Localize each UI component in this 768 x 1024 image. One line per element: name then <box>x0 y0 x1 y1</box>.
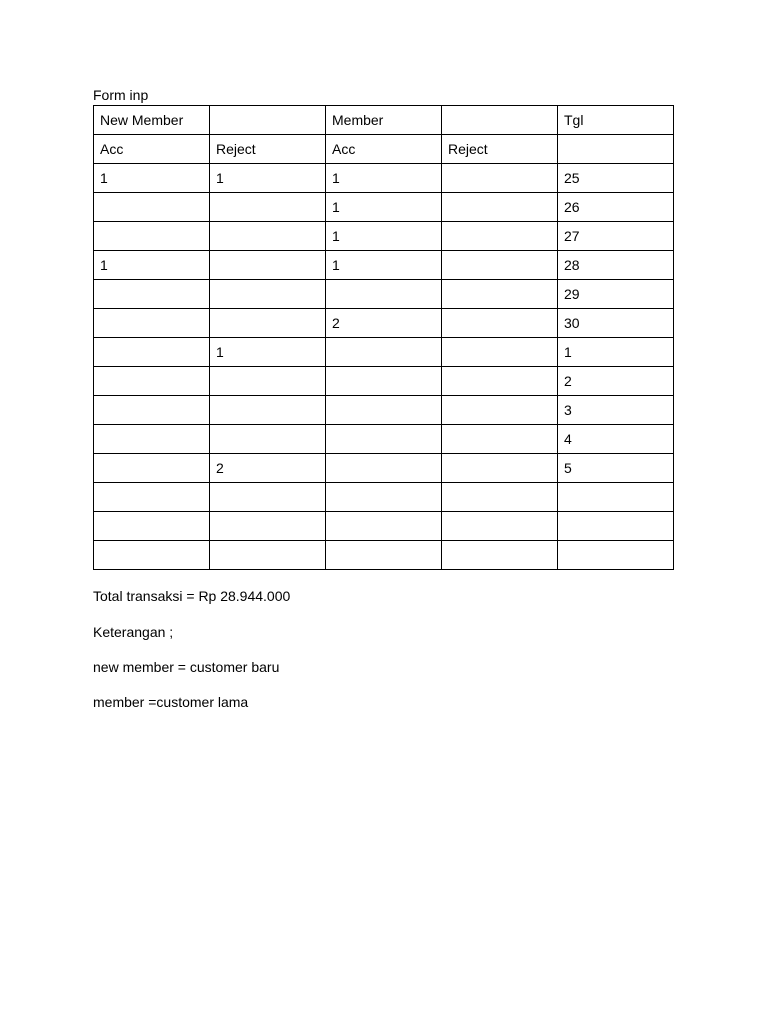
cell-new-member-reject <box>210 541 326 570</box>
cell-new-member-acc <box>94 425 210 454</box>
cell-member-acc <box>326 338 442 367</box>
cell-member-acc <box>326 512 442 541</box>
cell-new-member-reject <box>210 396 326 425</box>
table-row <box>94 338 674 367</box>
header-tgl: Tgl <box>558 106 674 135</box>
cell-member-reject <box>442 251 558 280</box>
cell-new-member-acc <box>94 309 210 338</box>
cell-member-reject <box>442 396 558 425</box>
cell-tgl <box>558 483 674 512</box>
cell-member-acc: 1 <box>326 222 442 251</box>
cell-member-reject <box>442 164 558 193</box>
subheader-new-member-reject: Reject <box>210 135 326 164</box>
keterangan-heading: Keterangan ; <box>93 624 174 640</box>
cell-member-reject <box>442 367 558 396</box>
cell-member-acc: 1 <box>326 164 442 193</box>
header-member: Member <box>326 106 442 135</box>
note-new-member: new member = customer baru <box>93 659 280 675</box>
cell-member-reject <box>442 338 558 367</box>
cell-new-member-acc <box>94 512 210 541</box>
subheader-new-member-acc: Acc <box>94 135 210 164</box>
cell-new-member-reject <box>210 193 326 222</box>
cell-new-member-acc <box>94 367 210 396</box>
table-row <box>94 483 674 512</box>
cell-new-member-acc <box>94 338 210 367</box>
table-row <box>94 367 674 396</box>
cell-member-reject <box>442 483 558 512</box>
table-row <box>94 164 674 193</box>
header-cell-blank <box>442 106 558 135</box>
cell-tgl: 2 <box>558 367 674 396</box>
subheader-tgl-blank <box>558 135 674 164</box>
cell-member-reject <box>442 193 558 222</box>
cell-tgl: 29 <box>558 280 674 309</box>
cell-member-reject <box>442 512 558 541</box>
cell-new-member-acc: 1 <box>94 251 210 280</box>
cell-member-reject <box>442 454 558 483</box>
note-member: member =customer lama <box>93 694 249 710</box>
cell-new-member-reject <box>210 512 326 541</box>
total-transaksi: Total transaksi = Rp 28.944.000 <box>93 588 291 604</box>
cell-new-member-reject <box>210 483 326 512</box>
cell-member-acc <box>326 483 442 512</box>
table-row <box>94 396 674 425</box>
cell-new-member-acc <box>94 454 210 483</box>
cell-new-member-reject <box>210 309 326 338</box>
cell-tgl: 4 <box>558 425 674 454</box>
cell-member-reject <box>442 309 558 338</box>
cell-new-member-acc <box>94 222 210 251</box>
table-row <box>94 541 674 570</box>
cell-member-acc <box>326 541 442 570</box>
table-row <box>94 222 674 251</box>
cell-new-member-acc: 1 <box>94 164 210 193</box>
cell-tgl <box>558 541 674 570</box>
table-row <box>94 425 674 454</box>
member-table-body <box>94 106 674 570</box>
cell-tgl <box>558 512 674 541</box>
cell-new-member-reject <box>210 425 326 454</box>
cell-new-member-acc <box>94 193 210 222</box>
table-row <box>94 512 674 541</box>
cell-new-member-acc <box>94 280 210 309</box>
cell-member-reject <box>442 541 558 570</box>
cell-tgl: 5 <box>558 454 674 483</box>
cell-member-reject <box>442 425 558 454</box>
cell-member-acc: 1 <box>326 193 442 222</box>
cell-member-reject <box>442 222 558 251</box>
cell-member-acc <box>326 454 442 483</box>
header-new-member: New Member <box>94 106 210 135</box>
table-row <box>94 454 674 483</box>
header-row <box>94 106 674 135</box>
cell-new-member-reject <box>210 280 326 309</box>
cell-member-reject <box>442 280 558 309</box>
cell-new-member-reject: 2 <box>210 454 326 483</box>
cell-tgl: 1 <box>558 338 674 367</box>
cell-new-member-acc <box>94 483 210 512</box>
table-row <box>94 309 674 338</box>
cell-new-member-acc <box>94 396 210 425</box>
table-row <box>94 193 674 222</box>
cell-new-member-reject: 1 <box>210 164 326 193</box>
cell-new-member-reject <box>210 367 326 396</box>
cell-tgl: 30 <box>558 309 674 338</box>
cell-member-acc <box>326 280 442 309</box>
cell-tgl: 27 <box>558 222 674 251</box>
member-table <box>93 105 674 570</box>
cell-new-member-reject <box>210 251 326 280</box>
cell-member-acc: 1 <box>326 251 442 280</box>
cell-member-acc <box>326 396 442 425</box>
cell-tgl: 28 <box>558 251 674 280</box>
cell-new-member-reject <box>210 222 326 251</box>
cell-member-acc <box>326 367 442 396</box>
subheader-row <box>94 135 674 164</box>
cell-tgl: 26 <box>558 193 674 222</box>
cell-tgl: 3 <box>558 396 674 425</box>
cell-member-acc: 2 <box>326 309 442 338</box>
subheader-member-acc: Acc <box>326 135 442 164</box>
cell-tgl: 25 <box>558 164 674 193</box>
cell-new-member-reject: 1 <box>210 338 326 367</box>
form-title: Form inp <box>93 87 149 103</box>
header-cell-blank <box>210 106 326 135</box>
cell-member-acc <box>326 425 442 454</box>
table-row <box>94 251 674 280</box>
subheader-member-reject: Reject <box>442 135 558 164</box>
cell-new-member-acc <box>94 541 210 570</box>
table-row <box>94 280 674 309</box>
